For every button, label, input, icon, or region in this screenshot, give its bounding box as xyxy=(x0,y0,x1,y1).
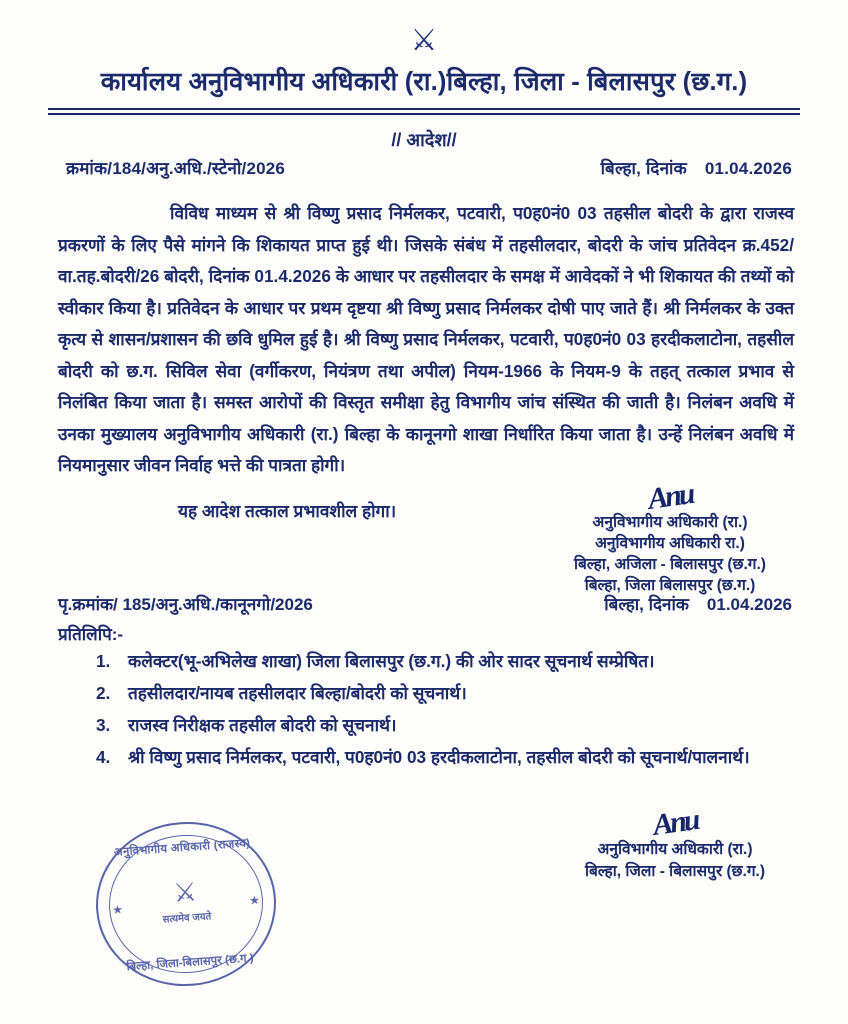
signature-designation-stamp: अनुविभागीय अधिकारी रा.) xyxy=(595,535,745,552)
list-item-number: 1. xyxy=(96,651,111,671)
signature-designation-line: अनुविभागीय अधिकारी (रा.) xyxy=(592,514,748,531)
copy-date: 01.04.2026 xyxy=(706,595,792,614)
closing-line: यह आदेश तत्काल प्रभावशील होगा। xyxy=(178,501,397,521)
reference-meta-row xyxy=(66,156,792,179)
signature-block-secondary xyxy=(520,803,830,883)
copy-to-label: प्रतिलिपि:- xyxy=(58,625,124,644)
reference-number: क्रमांक/184/अनु.अधि./स्टेनो/2026 xyxy=(66,159,286,178)
header-divider-top xyxy=(48,108,800,110)
order-date: 01.04.2026 xyxy=(704,159,792,178)
copy-reference-meta-row xyxy=(58,592,792,615)
place-date-bottom xyxy=(604,592,792,615)
copy-place-label: बिल्हा, दिनांक xyxy=(604,595,689,614)
order-heading: // आदेश// xyxy=(391,130,457,150)
list-item xyxy=(96,742,796,772)
seal-top-text: अनुविभागीय अधिकारी (राजस्व) xyxy=(113,837,251,859)
copy-to-list xyxy=(96,646,796,774)
list-item-text: राजस्व निरीक्षक तहसील बोदरी को सूचनार्थ। xyxy=(128,715,397,735)
list-item xyxy=(96,678,796,708)
list-item-number: 2. xyxy=(96,683,111,703)
list-item xyxy=(96,646,796,676)
office-title: कार्यालय अनुविभागीय अधिकारी (रा.)बिल्हा, जिला - बिलासपुर (छ.ग.) xyxy=(100,68,748,96)
signature-address-stamp: बिल्हा, अजिला - बिलासपुर (छ.ग.) xyxy=(574,556,766,573)
list-item-text: श्री विष्णु प्रसाद निर्मलकर, पटवारी, प0ह0नं0 03 हरदीकलाटोना, तहसील बोदरी को सूचनार्थ/पालनार्थ। xyxy=(128,747,750,767)
signature-designation-line: अनुविभागीय अधिकारी (रा.) xyxy=(597,841,753,858)
seal-star-left-icon: ★ xyxy=(111,902,124,918)
seal-star-right-icon: ★ xyxy=(248,892,261,908)
seal-motto-text: सत्यमेव जयते xyxy=(162,911,212,926)
signature-block-primary xyxy=(520,477,820,596)
header-divider-bottom xyxy=(48,113,800,115)
list-item-text: तहसीलदार/नायब तहसीलदार बिल्हा/बोदरी को सूचनार्थ। xyxy=(128,683,467,703)
handwritten-signature: Anu xyxy=(650,803,700,842)
round-office-seal-icon xyxy=(90,816,281,992)
handwritten-signature: Anu xyxy=(645,477,695,516)
place-label: बिल्हा, दिनांक xyxy=(600,159,687,178)
list-item xyxy=(96,710,796,740)
list-item-number: 4. xyxy=(96,747,111,767)
seal-bottom-text: बिल्हा, जिला-बिलासपुर (छ.ग.) xyxy=(126,952,254,974)
signature-address-line: बिल्हा, जिला बिलासपुर (छ.ग.) xyxy=(584,577,756,594)
order-body-paragraph: विविध माध्यम से श्री विष्णु प्रसाद निर्मलकर, पटवारी, प0ह0नं0 03 तहसील बोदरी के द्वारा राजस्व प्रकरणों के लिए पैसे मांगने कि शिकायत प्राप्त हुई थी। जिसके संबंध में तहसीलदार, बोदरी के जांच प्रतिवेदन क्र.452/वा.तह.बोदरी/26 बोदरी, दिनांक 01.4.2026 के आधार पर तहसीलदार के समक्ष में आवेदकों ने भी शिकायत की तथ्यों को स्वीकार किया है। प्रतिवेदन के आधार पर प्रथम दृष्टया श्री विष्णु प्रसाद निर्मलकर दोषी पाए जाते हैं। श्री निर्मलकर के उक्त कृत्य से शासन/प्रशासन की छवि धुमिल हुई है। श्री विष्णु प्रसाद निर्मलकर, पटवारी, प0ह0नं0 03 हरदीकलाटोना, तहसील बोदरी को छ.ग. सिविल सेवा (वर्गीकरण, नियंत्रण तथा अपील) नियम-1966 के नियम-9 के तहत् तत्काल प्रभाव से निलंबित किया जाता है। समस्त आरोपों की विस्तृत समीक्षा हेतु विभागीय जांच संस्थित की जाती है। निलंबन अवधि में उनका मुख्यालय अनुविभागीय अधिकारी (रा.) बिल्हा के कानूनगो शाखा निर्धारित किया जाता है। उन्हें निलंबन अवधि में नियमानुसार जीवन निर्वाह भत्ते की पात्रता होगी। xyxy=(58,203,794,475)
india-state-emblem-icon: ⚔ xyxy=(172,876,198,908)
place-date-top xyxy=(601,156,792,179)
signature-address-line: बिल्हा, जिला - बिलासपुर (छ.ग.) xyxy=(584,863,766,880)
list-item-text: कलेक्टर(भू-अभिलेख शाखा) जिला बिलासपुर (छ.ग.) की ओर सादर सूचनार्थ सम्प्रेषित। xyxy=(128,651,655,671)
india-state-emblem-icon: ⚔ xyxy=(410,24,438,57)
list-item-number: 3. xyxy=(96,715,111,735)
copy-reference-number: पृ.क्रमांक/ 185/अनु.अधि./कानूनगो/2026 xyxy=(58,595,313,614)
